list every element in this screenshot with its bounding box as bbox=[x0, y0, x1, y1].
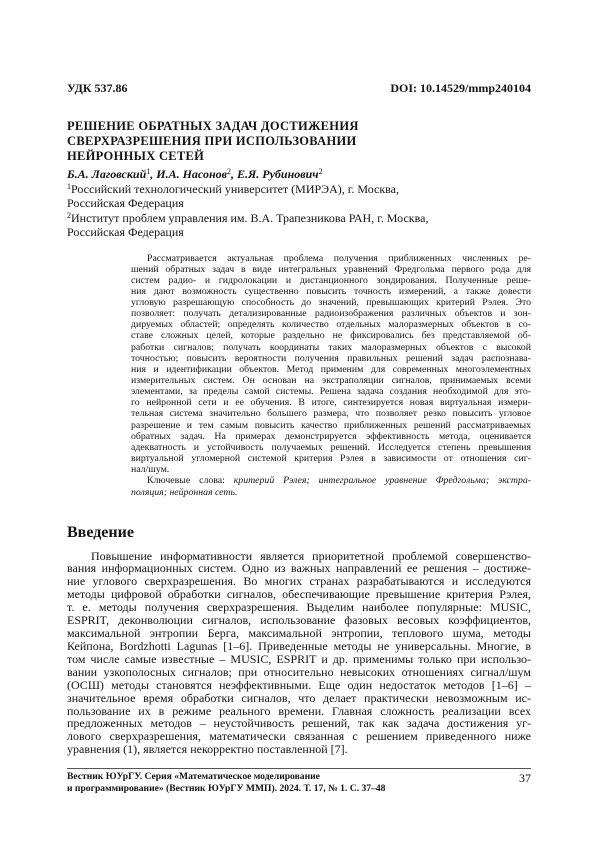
doi: DOI: 10.14529/mmp240104 bbox=[390, 81, 531, 95]
abstract-line: нал/шум. bbox=[131, 464, 170, 476]
abstract-line: измерительных систем. Он основан на экстраполяции сигналов, принимаемых всеми bbox=[131, 375, 531, 387]
abstract-line: точностью; повысить вероятности получения правильных решений задач распознава- bbox=[131, 352, 531, 364]
author-list bbox=[67, 167, 531, 182]
abstract-line: позволяет: получать детализированные радиоизображения различных объектов и зон- bbox=[131, 308, 531, 320]
body-line: т. е. методы получения сверхразрешения. Выделим наиболее популярные: MUSIC, bbox=[67, 600, 531, 615]
affiliation-line bbox=[67, 196, 531, 211]
affiliation-line bbox=[67, 225, 531, 240]
body-line: максимальной энтропии Берга, максимальной энтропии, теплового шума, методы bbox=[67, 626, 531, 641]
abstract-line: работки сигналов; получать координаты таких малоразмерных объектов с высокой bbox=[131, 341, 531, 353]
author-name: Б.А. Лаговский bbox=[67, 167, 147, 181]
author-separator: , bbox=[150, 167, 157, 181]
affiliation-line bbox=[67, 211, 531, 226]
body-line: значительное время обработки сигналов, что делает практически невозможным ис- bbox=[67, 690, 531, 705]
affiliation-line bbox=[67, 182, 531, 197]
keywords-line: поляция; нейронная сеть. bbox=[131, 487, 238, 498]
footer-line: и программирование» (Вестник ЮУрГУ ММП). 2024. Т. 17, № 1. С. 37–48 bbox=[67, 783, 386, 795]
author-affiliation-mark: 2 bbox=[318, 167, 323, 176]
body-line: предложенных методов – неустойчивость решений, так как задача достижения уг- bbox=[67, 716, 531, 731]
affiliation-mark: 2 bbox=[67, 210, 71, 220]
body-line: лового сверхразрешения, математически связанная с решением приведенного ниже bbox=[67, 729, 531, 744]
body-line: методы цифровой обработки сигналов, обеспечивающие превышение критерия Рэлея, bbox=[67, 587, 531, 602]
abstract-line: элементами, за пределы самой системы. Решена задача создания необходимой для это- bbox=[131, 386, 531, 398]
affiliation-text: Российский технологический университет (МИРЭА), г. Москва, bbox=[71, 181, 399, 196]
section-heading: Введение bbox=[67, 524, 134, 541]
body-line: вании узкополосных сигналов; при относительно невысоких отношениях сигнал/шум bbox=[67, 664, 531, 679]
page-number: 37 bbox=[519, 771, 531, 785]
keywords bbox=[131, 475, 531, 499]
title-line: СВЕРХРАЗРЕШЕНИЯ ПРИ ИСПОЛЬЗОВАНИИ bbox=[67, 134, 357, 148]
abstract-line: угловую разрешающую способность до значений, превышающих критерий Рэлея. Это bbox=[131, 297, 531, 309]
abstract-line: разрешение и тем самым повысить качество приближенных решений рассматриваемых bbox=[131, 419, 531, 431]
abstract-line: виртуальной угломерной системой критерия Рэлея в зависимости от отношения сиг- bbox=[131, 453, 531, 465]
abstract-line: дируемых областей; определять количество отдельных малоразмерных объектов в со- bbox=[131, 319, 531, 331]
body-line: том числе самые известные – MUSIC, ESPRIT и др. применимы только при использо- bbox=[67, 651, 531, 666]
abstract-line: обратных задач. На примерах демонстрируется эффективность метода, оценивается bbox=[131, 430, 531, 442]
abstract-line: систем радио- и гидролокации и дистанционного зондирования. Полученные реше- bbox=[131, 274, 531, 286]
body-line: Повышение информативности является приоритетной проблемой совершенство- bbox=[91, 548, 531, 563]
affiliation-text: Российская Федерация bbox=[67, 196, 184, 211]
body-line: (ОСШ) методы становятся неэффективными. Еще один недостаток методов [1–6] – bbox=[67, 677, 531, 692]
paper-title bbox=[67, 119, 531, 164]
abstract bbox=[131, 253, 531, 476]
footer-rule bbox=[67, 768, 531, 769]
affiliations bbox=[67, 182, 531, 240]
affiliation-text: Российская Федерация bbox=[67, 225, 184, 240]
body-line: ESPRIT, деконволюции сигналов, использование фазовых весовых коэффициентов, bbox=[67, 613, 531, 628]
abstract-line: Рассматривается актуальная проблема получения приближенных численных ре- bbox=[147, 252, 531, 264]
body-line: вания информационных систем. Одно из важных направлений ее решения – достиже- bbox=[67, 561, 531, 576]
author-affiliation-mark: 2 bbox=[226, 167, 231, 176]
abstract-line: ставе сложных целей, которые раздельно не фиксировались без представляемой об- bbox=[131, 330, 531, 342]
author-name: Е.Я. Рубинович bbox=[236, 167, 319, 181]
body-line: ние углового сверхразрешения. Во многих странах разрабатываются и исследуются bbox=[67, 574, 531, 589]
body-line: Кейпона, Bordzhotti Lagunas [1–6]. Приведенные методы не универсальны. Многие, в bbox=[67, 638, 531, 653]
author-affiliation-mark: 1 bbox=[146, 167, 151, 176]
journal-footer bbox=[67, 771, 467, 796]
title-line: РЕШЕНИЕ ОБРАТНЫХ ЗАДАЧ ДОСТИЖЕНИЯ bbox=[67, 119, 359, 133]
abstract-line: го нейронной сети и ее обучения. В итоге, синтезируется новая виртуальная измери- bbox=[131, 397, 531, 409]
section-body bbox=[67, 550, 531, 757]
title-line: НЕЙРОННЫХ СЕТЕЙ bbox=[67, 149, 205, 163]
abstract-line: ния и идентификации объектов. Метод применим для современных многоэлементных bbox=[131, 363, 531, 375]
author-separator: , bbox=[230, 167, 237, 181]
keywords-label: Ключевые слова: bbox=[147, 475, 225, 486]
author-name: И.А. Насонов bbox=[156, 167, 227, 181]
abstract-line: адекватность и устойчивость получаемых решений. Исследуется степень превышения bbox=[131, 441, 531, 453]
keywords-terms: критерий Рэлея; интегральное уравнение Фредгольма; экстра- bbox=[233, 475, 531, 486]
affiliation-mark: 1 bbox=[67, 181, 71, 191]
udc-code: УДК 537.86 bbox=[67, 81, 128, 95]
abstract-line: шений обратных задач в виде интегральных уравнений Фредгольма первого рода для bbox=[131, 263, 531, 275]
affiliation-text: Институт проблем управления им. В.А. Трапезникова РАН, г. Москва, bbox=[71, 210, 429, 225]
body-line: уравнения (1), является некорректно поставленной [7]. bbox=[67, 742, 348, 757]
abstract-line: ния дают возможность существенно повысить точность измерений, а также довести bbox=[131, 285, 531, 297]
abstract-line: тельная система значительно большего размера, что позволяет резко повысить угловое bbox=[131, 408, 531, 420]
keywords-line bbox=[131, 475, 531, 487]
body-line: пользование их в режиме реального времени. Главная сложность реализации всех bbox=[67, 703, 531, 718]
footer-line: Вестник ЮУрГУ. Серия «Математическое моделирование bbox=[67, 771, 320, 782]
